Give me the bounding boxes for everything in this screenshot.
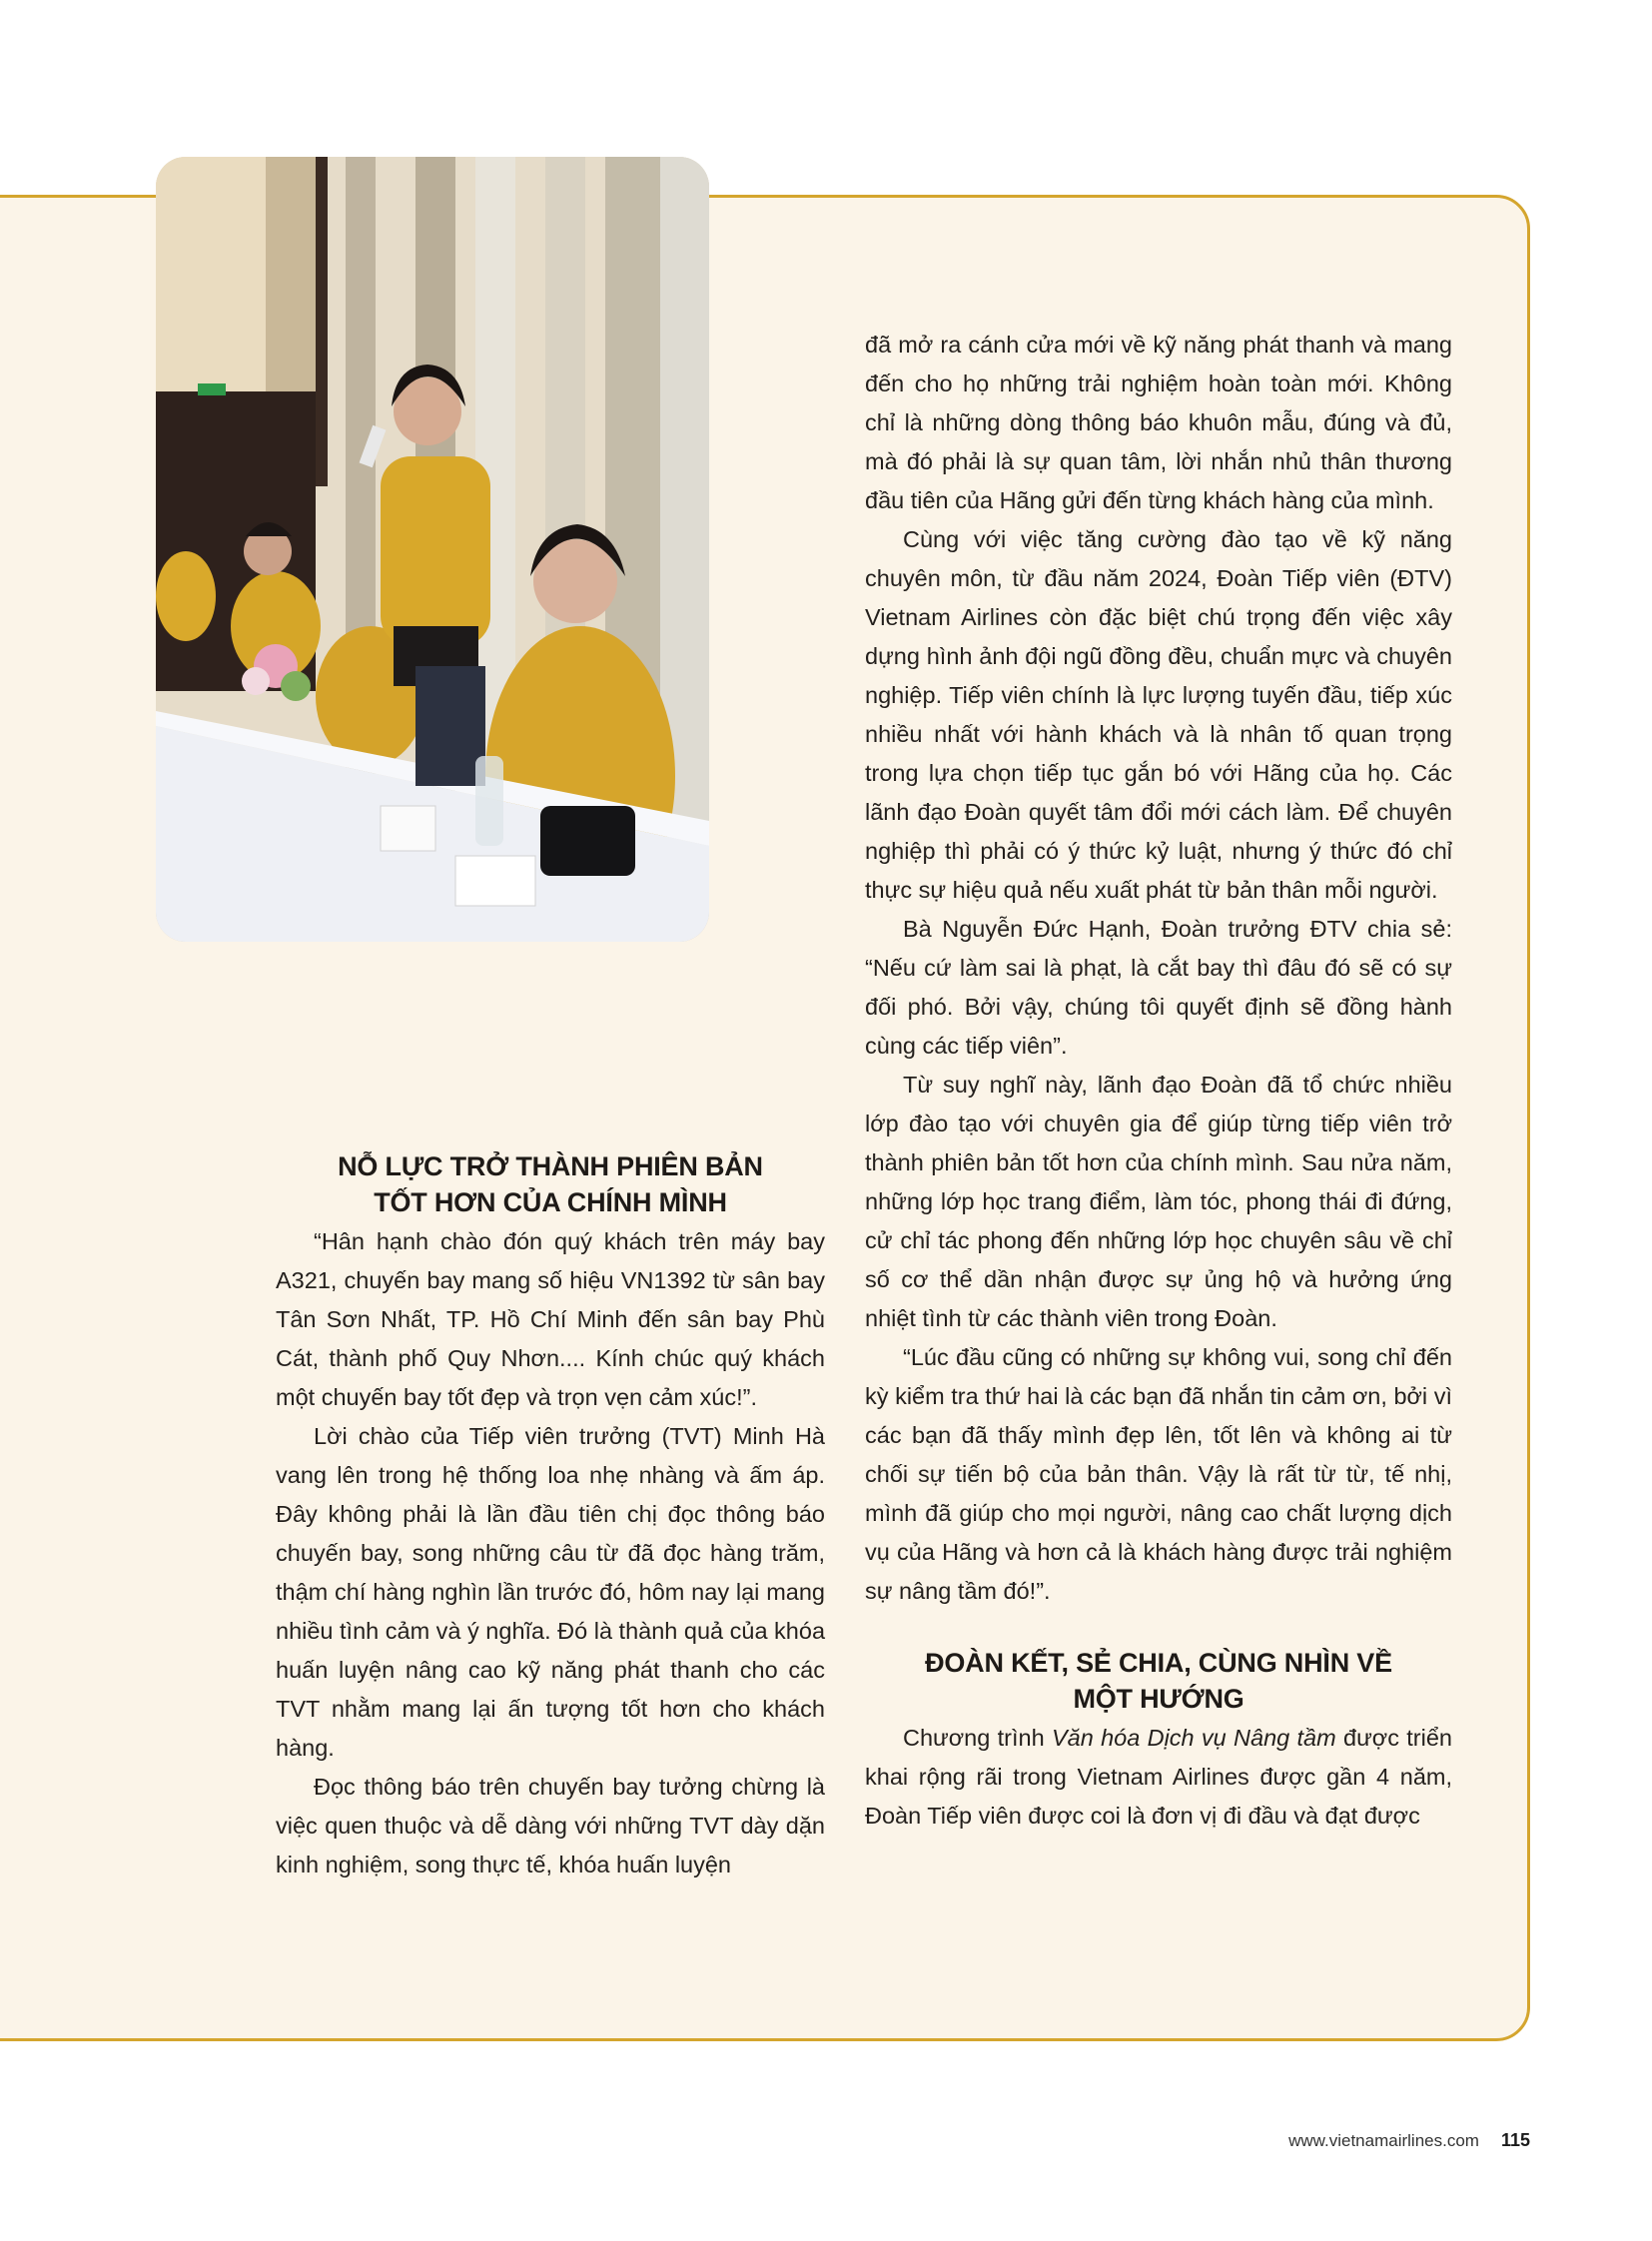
meeting-photo-illustration bbox=[156, 157, 709, 942]
program-name: Văn hóa Dịch vụ Nâng tầm bbox=[1051, 1725, 1336, 1751]
section-heading-1 bbox=[276, 1148, 825, 1220]
section-heading-1-line1: NỖ LỰC TRỞ THÀNH PHIÊN BẢN bbox=[338, 1151, 763, 1181]
paragraph: Lời chào của Tiếp viên trưởng (TVT) Minh Hà vang lên trong hệ thống loa nhẹ nhàng và ấm áp. Đây không phải là lần đầu tiên chị đọc thông báo chuyến bay, song những câu từ đã đọc hàng trăm, thậm chí hàng nghìn lần trước đó, hôm nay lại mang nhiều tình cảm và ý nghĩa. Đó là thành quả của khóa huấn luyện nâng cao kỹ năng phát thanh cho các TVT nhằm mang lại ấn tượng tốt hơn cho khách hàng. bbox=[276, 1423, 826, 1761]
section-heading-2-line1: ĐOÀN KẾT, SẺ CHIA, CÙNG NHÌN VỀ bbox=[925, 1648, 1392, 1678]
paragraph: “Hân hạnh chào đón quý khách trên máy bay A321, chuyến bay mang số hiệu VN1392 từ sân bay Tân Sơn Nhất, TP. Hồ Chí Minh đến sân bay Phù Cát, thành phố Quy Nhơn.... Kính chúc quý khách một chuyến bay tốt đẹp và trọn vẹn cảm xúc!”. bbox=[276, 1228, 825, 1410]
section-heading-2-line2: MỘT HƯỚNG bbox=[1073, 1684, 1244, 1714]
website-link[interactable]: www.vietnamairlines.com bbox=[1288, 2131, 1479, 2150]
paragraph: Cùng với việc tăng cường đào tạo về kỹ năng chuyên môn, từ đầu năm 2024, Đoàn Tiếp viên (ĐTV) Vietnam Airlines còn đặc biệt chú trọng đến việc xây dựng hình ảnh đội ngũ đồng đều, chuẩn mực và chuyên nghiệp. Tiếp viên chính là lực lượng tuyến đầu, tiếp xúc nhiều nhất với hành khách và là nhân tố quan trọng trong lựa chọn tiếp tục gắn bó với Hãng của họ. Các lãnh đạo Đoàn quyết tâm đổi mới cách làm. Để chuyên nghiệp thì phải có ý thức kỷ luật, nhưng ý thức đó chỉ thực sự hiệu quả nếu xuất phát từ bản thân mỗi người. bbox=[865, 526, 1452, 903]
page-footer bbox=[1288, 2130, 1530, 2151]
paragraph-text: Chương trình bbox=[903, 1725, 1052, 1751]
paragraph: Bà Nguyễn Đức Hạnh, Đoàn trưởng ĐTV chia sẻ: “Nếu cứ làm sai là phạt, là cắt bay thì đâu đó sẽ có sự đối phó. Bởi vậy, chúng tôi quyết định sẽ đồng hành cùng các tiếp viên”. bbox=[865, 916, 1452, 1059]
section-heading-2 bbox=[865, 1645, 1452, 1717]
article-photo bbox=[156, 157, 709, 942]
section-heading-1-line2: TỐT HƠN CỦA CHÍNH MÌNH bbox=[374, 1187, 727, 1217]
paragraph: Đọc thông báo trên chuyến bay tưởng chừng là việc quen thuộc và dễ dàng với những TVT dày dặn kinh nghiệm, song thực tế, khóa huấn luyện bbox=[276, 1774, 825, 1877]
paragraph: “Lúc đầu cũng có những sự không vui, song chỉ đến kỳ kiểm tra thứ hai là các bạn đã nhắn tin cảm ơn, bởi vì các bạn đã thấy mình đẹp lên, tốt lên và không ai từ chối sự tiến bộ của bản thân. Vậy là rất từ từ, tế nhị, mình đã giúp cho mọi người, nâng cao chất lượng dịch vụ của Hãng và hơn cả là khách hàng được trải nghiệm sự nâng tầm đó!”. bbox=[865, 1344, 1452, 1604]
paragraph bbox=[865, 1719, 1452, 1836]
paragraph: Từ suy nghĩ này, lãnh đạo Đoàn đã tổ chức nhiều lớp đào tạo với chuyên gia để giúp từng tiếp viên trở thành phiên bản tốt hơn của chính mình. Sau nửa năm, những lớp học trang điểm, làm tóc, phong thái đi đứng, cử chỉ tác phong đến những lớp học chuyên sâu về chỉ số cơ thể dần nhận được sự ủng hộ và hưởng ứng nhiệt tình từ các thành viên trong Đoàn. bbox=[865, 1072, 1452, 1331]
paragraph-text: được triển khai rộng rãi trong Vietnam Airlines được gần 4 năm, Đoàn Tiếp viên được coi là đơn vị đi đầu và đạt được bbox=[865, 1725, 1452, 1829]
paragraph: đã mở ra cánh cửa mới về kỹ năng phát thanh và mang đến cho họ những trải nghiệm hoàn toàn mới. Không chỉ là những dòng thông báo khuôn mẫu, đúng và đủ, mà đó phải là sự quan tâm, lời nhắn nhủ thân thương đầu tiên của Hãng gửi đến từng khách hàng của mình. bbox=[865, 332, 1452, 513]
left-column bbox=[276, 1148, 825, 1884]
page-number: 115 bbox=[1500, 2130, 1530, 2150]
right-column bbox=[865, 326, 1452, 1836]
